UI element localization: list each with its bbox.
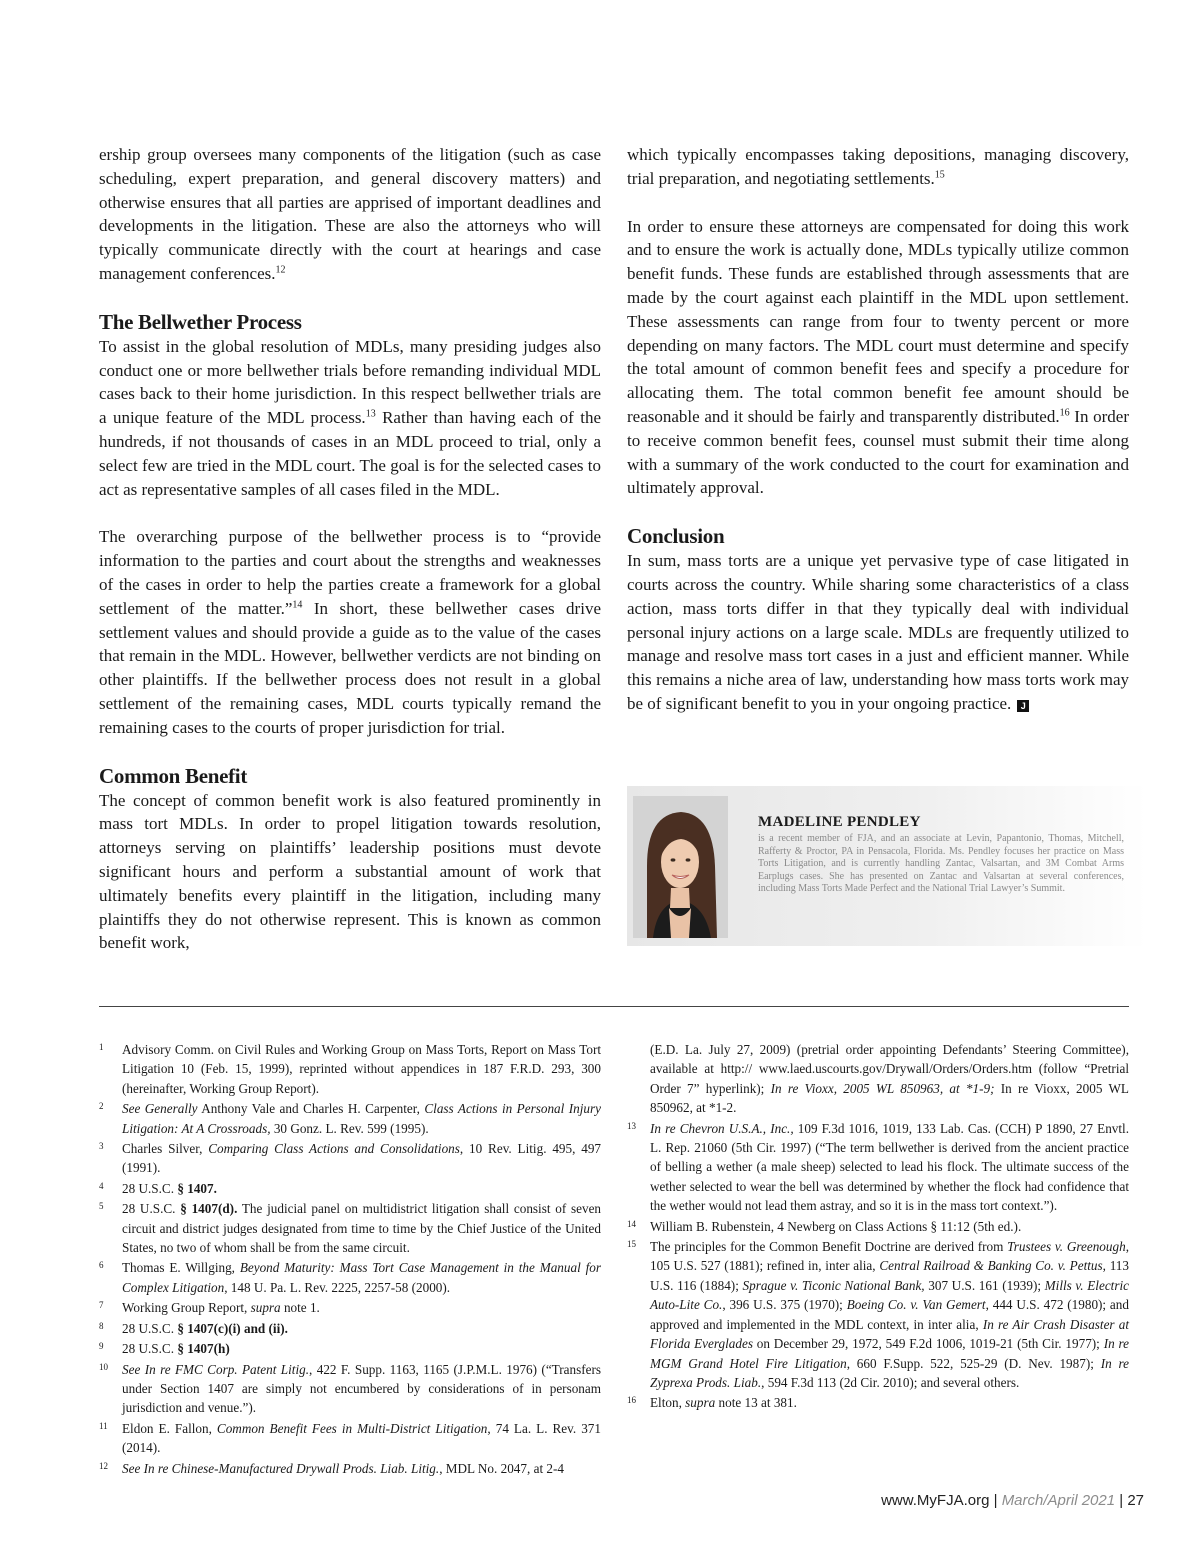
footnote-number: 14: [627, 1218, 636, 1229]
footer-separator: |: [989, 1492, 1002, 1509]
paragraph-bellwether-intro: To assist in the global resolution of MDLs, many presiding judges also conduct one or more bellwether trials before remanding individual MDL cases back to their home jurisdiction. In this respect bellwether trials are a unique feature of the MDL process.$^{13}$ Rather than having each of the hundreds, if not thousands of cases in an MDL proceed to trial, only a select few are tried in the MDL court. The goal is for the selected cases to act as representative samples of all cases filed in the MDL.: [99, 336, 601, 499]
footnote-number: 9: [99, 1341, 104, 1352]
footnote-1: 1 Advisory Comm. on Civil Rules and Working Group on Mass Torts, Report on Mass Tort Litigation 10 (Feb. 15, 1999), reprinted without appendices in 187 F.R.D. 293, 300 (hereinafter, Working Group Report).: [99, 1042, 601, 1096]
paragraph-bellwether-purpose: The overarching purpose of the bellwether process is to “provide information to the parties and court about the strengths and weaknesses of the cases in order to help the parties create a framework for a global settlement of the matter.”$^{14}$ In short, these bellwether cases drive settlement values and should provide a guide as to the value of the cases that remain in the MDL. However, bellwether verdicts are not binding on other plaintiffs. If the bellwether process does not result in a global settlement of the remaining cases, MDL courts typically remand the remaining cases to the courts of proper jurisdiction for trial.: [99, 527, 601, 737]
end-of-article-icon: J: [1017, 700, 1029, 712]
footnotes-right: [627, 1040, 1129, 1414]
footnote-5: 5 28 U.S.C. § 1407(d). The judicial panel on multidistrict litigation shall consist of seven circuit and district judges designated from time to time by the Chief Justice of the United States, no two of whom shall be from the same circuit.: [99, 1201, 602, 1256]
footnote-2: 2 See Generally Anthony Vale and Charles H. Carpenter, Class Actions in Personal Injury Litigation: At A Crossroads, 30 Gonz. L. Rev. 599 (1995).: [99, 1101, 601, 1136]
footer-website-link[interactable]: www.MyFJA.org: [881, 1492, 990, 1509]
footnote-number: 3: [99, 1141, 104, 1152]
footnote-number: 15: [627, 1239, 636, 1250]
footnote-15: 15 The principles for the Common Benefit Doctrine are derived from Trustees v. Greenough, 105 U.S. 527 (1881); refined in, inter alia, Central Railroad & Banking Co. v. Pettus, 113 U.S. 116 (1884); Sprague v. Ticonic National Bank, 307 U.S. 161 (1939); Mills v. Electric Auto-Lite Co., 396 U.S. 375 (1970); Boeing Co. v. Van Gemert, 444 U.S. 472 (1980); and approved and implemented in the MDL context, in inter alia, In re Air Crash Disaster at Florida Everglades on December 29, 1972, 549 F.2d 1006, 1019-21 (5th Cir. 1977); In re MGM Grand Hotel Fire Litigation, 660 F.Supp. 522, 525-29 (D. Nev. 1987); In re Zyprexa Prods. Liab., 594 F.3d 113 (2d Cir. 2010); and several others.: [627, 1239, 1130, 1390]
footnote-ref[interactable]: 12: [275, 264, 286, 276]
page-number: 27: [1127, 1492, 1144, 1509]
footnote-number: 4: [99, 1180, 104, 1191]
footnote-13: 13 In re Chevron U.S.A., Inc., 109 F.3d 1016, 1019, 133 Lab. Cas. (CCH) P 1890, 27 Envtl. L. Rep. 21060 (5th Cir. 1997) (“The term bellwether is derived from the ancient practice of belling a wether (a male sheep) selected to lead his flock. The ultimate success of the wether selected to wear the bell was determined by whether the flock had confidence that the wether would not lead them astray, and so it is in the mass tort context.”).: [627, 1120, 1130, 1214]
footnote-11: 11 Eldon E. Fallon, Common Benefit Fees in Multi-District Litigation, 74 La. L. Rev. 371 (2014).: [99, 1420, 601, 1456]
author-photo: [633, 796, 728, 938]
footnote-number: 11: [99, 1420, 108, 1431]
paragraph-common-benefit: The concept of common benefit work is also featured prominently in mass tort MDLs. In order to propel litigation towards resolution, attorneys serving on plaintiffs’ leadership positions must devote significant hours and perform a substantial amount of work that ultimately benefits every plaintiff in the litigation, including many plaintiffs they do not otherwise represent. This is known as common benefit work,: [99, 790, 601, 953]
footnote-number: 16: [627, 1395, 636, 1406]
author-portrait-icon: [633, 796, 728, 938]
footnote-16: 16 Elton, supra note 13 at 381.: [627, 1395, 797, 1411]
footnote-number: 7: [99, 1300, 104, 1311]
footer-issue: March/April 2021: [1001, 1492, 1116, 1509]
footnote-number: 12: [99, 1460, 108, 1471]
footnote-number: 2: [99, 1101, 104, 1112]
author-name: MADELINE PENDLEY: [758, 814, 921, 830]
left-column: [99, 143, 601, 955]
footnote-12: 12 See In re Chinese-Manufactured Drywall Prods. Liab. Litig., MDL No. 2047, at 2-4: [99, 1460, 564, 1476]
footnote-4: 4 28 U.S.C. § 1407.: [99, 1180, 217, 1196]
heading-conclusion: Conclusion: [627, 524, 725, 549]
footnote-6: 6 Thomas E. Willging, Beyond Maturity: Mass Tort Case Management in the Manual for Complex Litigation, 148 U. Pa. L. Rev. 2225, 2257-58 (2000).: [99, 1260, 601, 1295]
paragraph-common-benefit-funds: In order to ensure these attorneys are compensated for doing this work and to ensure the work is actually done, MDLs typically utilize common benefit funds. These funds are established through assessments that are made by the court against each plaintiff in the MDL upon settlement. These assessments can range from four to twenty percent or more depending on many factors. The MDL court must determine and specify the total amount of common benefit fees and specify a procedure for allocating them. The total common benefit fee amount should be reasonable and it should be fairly and transparently distributed.$^{16}$ In order to receive common benefit fees, counsel must submit their time along with a summary of the work conducted to the court for examination and ultimately approval.: [627, 216, 1129, 498]
paragraph-common-benefit-cont: which typically encompasses taking depositions, managing discovery, trial preparation, and negotiating settlements.$^{15}$: [627, 145, 1129, 188]
footnote-number: 1: [99, 1042, 104, 1052]
footnote-3: 3 Charles Silver, Comparing Class Actions and Consolidations, 10 Rev. Litig. 495, 497 (1991).: [99, 1141, 602, 1176]
footnote-7: 7 Working Group Report, supra note 1.: [99, 1300, 320, 1316]
paragraph-leadership: ership group oversees many components of the litigation (such as case scheduling, expert preparation, and general discovery matters) and otherwise ensures that all parties are apprised of important deadlines and developments in the litigation. These are also the attorneys who will typically communicate directly with the court at hearings and case management conferences.$^{12}$: [99, 145, 601, 283]
footnote-ref[interactable]: 13: [365, 408, 376, 420]
author-bio-box: [627, 786, 1147, 946]
footnote-12-continued: (E.D. La. July 27, 2009) (pretrial order appointing Defendants’ Steering Committee), available at http:// www.laed.uscourts.gov/Drywall/Orders/Orders.htm (follow “Pretrial Order 7” hyperlink); In re Vioxx, 2005 WL 850963, at *1-9; In re Vioxx, 2005 WL 850962, at *1-2.: [650, 1042, 1129, 1116]
footnote-8: 8 28 U.S.C. § 1407(c)(i) and (ii).: [99, 1320, 288, 1336]
heading-common-benefit: Common Benefit: [99, 763, 248, 788]
author-bio-text: is a recent member of FJA, and an associate at Levin, Papantonio, Thomas, Mitchell, Rafferty & Proctor, PA in Pensacola, Florida. Ms. Pendley focuses her practice on Mass Torts Litigation, and is currently handling Zantac, Valsartan, and 3M Combat Arms Earplugs cases. She has presented on Zantac and Valsartan at several conferences, including Mass Torts Made Perfect and the National Trial Lawyer’s Summit.: [758, 833, 1124, 894]
paragraph-conclusion: In sum, mass torts are a unique yet pervasive type of case litigated in courts across the country. While sharing some characteristics of a class action, mass torts differ in that they typically deal with individual personal injury actions on a large scale. MDLs are frequently utilized to manage and resolve mass tort cases in a just and efficient manner. While this remains a niche area of law, understanding how mass torts work may be of significant benefit to you in your ongoing practice. J: [627, 551, 1129, 713]
footnote-14: 14 William B. Rubenstein, 4 Newberg on Class Actions § 11:12 (5th ed.).: [627, 1218, 1022, 1234]
footnote-number: 13: [627, 1120, 636, 1131]
page-footer: [881, 1492, 1144, 1509]
footnote-ref[interactable]: 15: [934, 169, 945, 181]
footnote-10: 10 See In re FMC Corp. Patent Litig., 422 F. Supp. 1163, 1165 (J.P.M.L. 1976) (“Transfers under Section 1407 are simply not encumbered by considerations of in personam jurisdiction and venue.”).: [99, 1361, 602, 1416]
footnote-number: 8: [99, 1320, 104, 1331]
footnote-divider: [99, 1006, 1129, 1007]
footnote-ref[interactable]: 14: [292, 599, 303, 611]
footnotes-left: [99, 1040, 601, 1479]
footnote-number: 5: [99, 1201, 104, 1212]
footnote-ref[interactable]: 16: [1059, 407, 1070, 419]
heading-bellwether: The Bellwether Process: [99, 309, 302, 334]
footer-separator: |: [1115, 1492, 1128, 1509]
footnote-number: 10: [99, 1361, 108, 1372]
footnote-number: 6: [99, 1260, 104, 1271]
right-column: [627, 143, 1129, 716]
footnote-9: 9 28 U.S.C. § 1407(h): [99, 1341, 230, 1357]
